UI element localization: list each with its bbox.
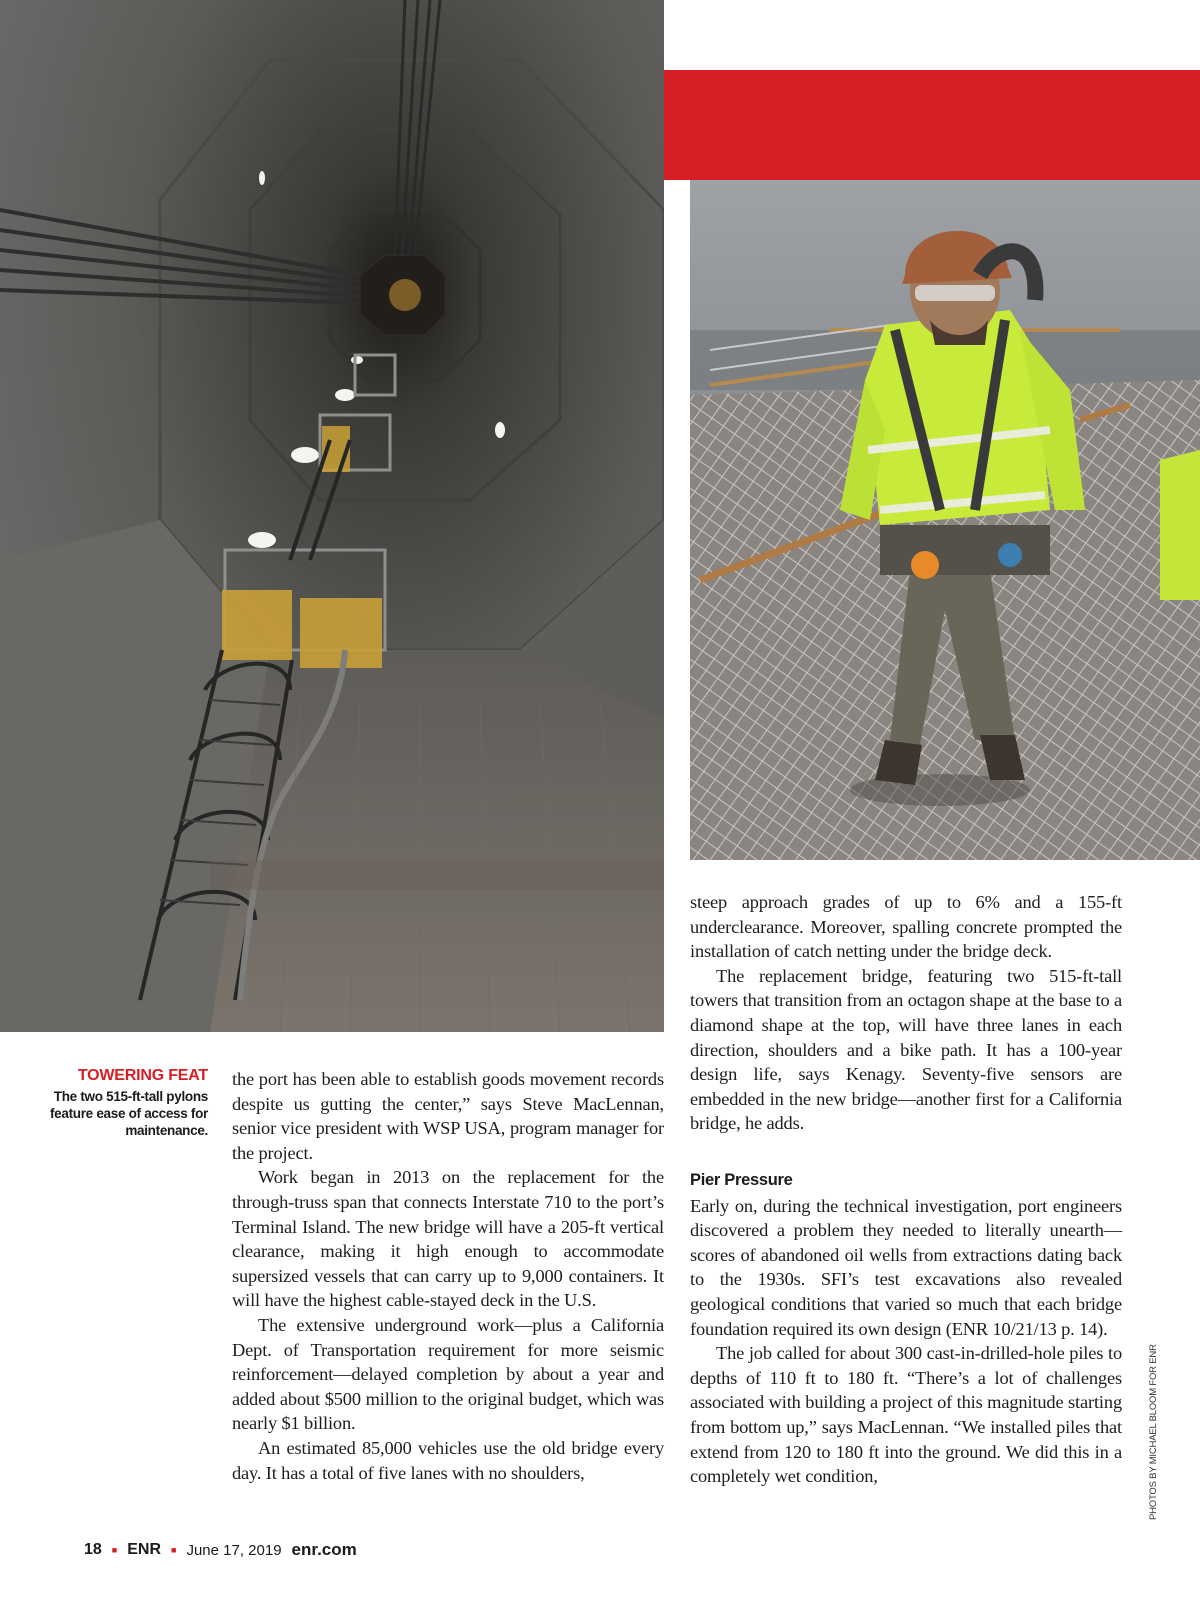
article-column-1: [232, 1067, 664, 1485]
photo-credit: PHOTOS BY MICHAEL BLOOM FOR ENR: [1148, 1344, 1159, 1520]
paragraph: Early on, during the technical investigation, port engineers discovered a problem they needed to literally unearth—scores of abandoned oil wells from extractions dating back to the 1930s. SFI’s test excavations also revealed geological conditions that varied so much that each bridge foundation required its own design (ENR 10/21/13 p. 14).: [690, 1195, 1122, 1339]
paragraph: The job called for about 300 cast-in-drilled-hole piles to depths of 110 ft to 180 ft. “There’s a lot of challenges associated with building a project of this magnitude starting from bottom up,” says MacLennan. “We installed piles that extend from 120 to 180 ft into the ground. We did this in a completely wet condition,: [690, 1343, 1122, 1487]
issue-date: June 17, 2019: [186, 1541, 282, 1559]
paragraph: The replacement bridge, featuring two 515-ft-tall towers that transition from an octagon shape at the base to a diamond shape at the top, will have three lanes in each direction, shoulders and a bike path. It has a 100-year design life, says Kenagy. Seventy-five sensors are embedded in the new bridge—another first for a California bridge, he adds.: [690, 965, 1122, 1134]
website: enr.com: [291, 1540, 357, 1559]
ironworker-illustration: [690, 180, 1200, 860]
paragraph: The extensive underground work—plus a California Dept. of Transportation requirement for more seismic reinforcement—delayed completion by about a year and added about $500 million to the original budget, which was nearly $1 billion.: [232, 1314, 664, 1434]
paragraph: the port has been able to establish goods movement records despite us gutting the center,” says Steve MacLennan, senior vice president with WSP USA, program manager for the project.: [232, 1069, 664, 1163]
caption-headline: TOWERING FEAT: [77, 1067, 208, 1084]
article-column-2-upper: [690, 890, 1122, 1136]
section-subhead: Pier Pressure: [690, 1171, 793, 1189]
paragraph: An estimated 85,000 vehicles use the old bridge every day. It has a total of five lanes with no shoulders,: [232, 1437, 664, 1483]
caption-body: The two 515-ft-tall pylons feature ease of access for maintenance.: [49, 1089, 208, 1138]
paragraph: steep approach grades of up to 6% and a 155-ft underclearance. Moreover, spalling concrete prompted the installation of catch netting under the bridge deck.: [690, 892, 1122, 962]
pylon-interior-illustration: [0, 0, 664, 1032]
pylon-interior-photo: [0, 0, 664, 1032]
paragraph: Work began in 2013 on the replacement for the through-truss span that connects Interstate 710 to the port’s Terminal Island. The new bridge will have a 205-ft vertical clearance, making it high enough to accommodate supersized vessels that can carry up to 9,000 containers. It will have the highest cable-stayed deck in the U.S.: [232, 1167, 664, 1311]
red-banner-block: [664, 70, 1200, 180]
ironworker-photo: [690, 180, 1200, 860]
page-number: 18: [84, 1541, 102, 1558]
article-column-2-lower: [690, 1168, 1122, 1489]
footer-separator: ■: [171, 1545, 177, 1555]
footer-separator: ■: [111, 1545, 118, 1555]
magazine-name: ENR: [127, 1541, 162, 1558]
page-footer: [84, 1538, 357, 1562]
photo-caption: [40, 1067, 208, 1139]
